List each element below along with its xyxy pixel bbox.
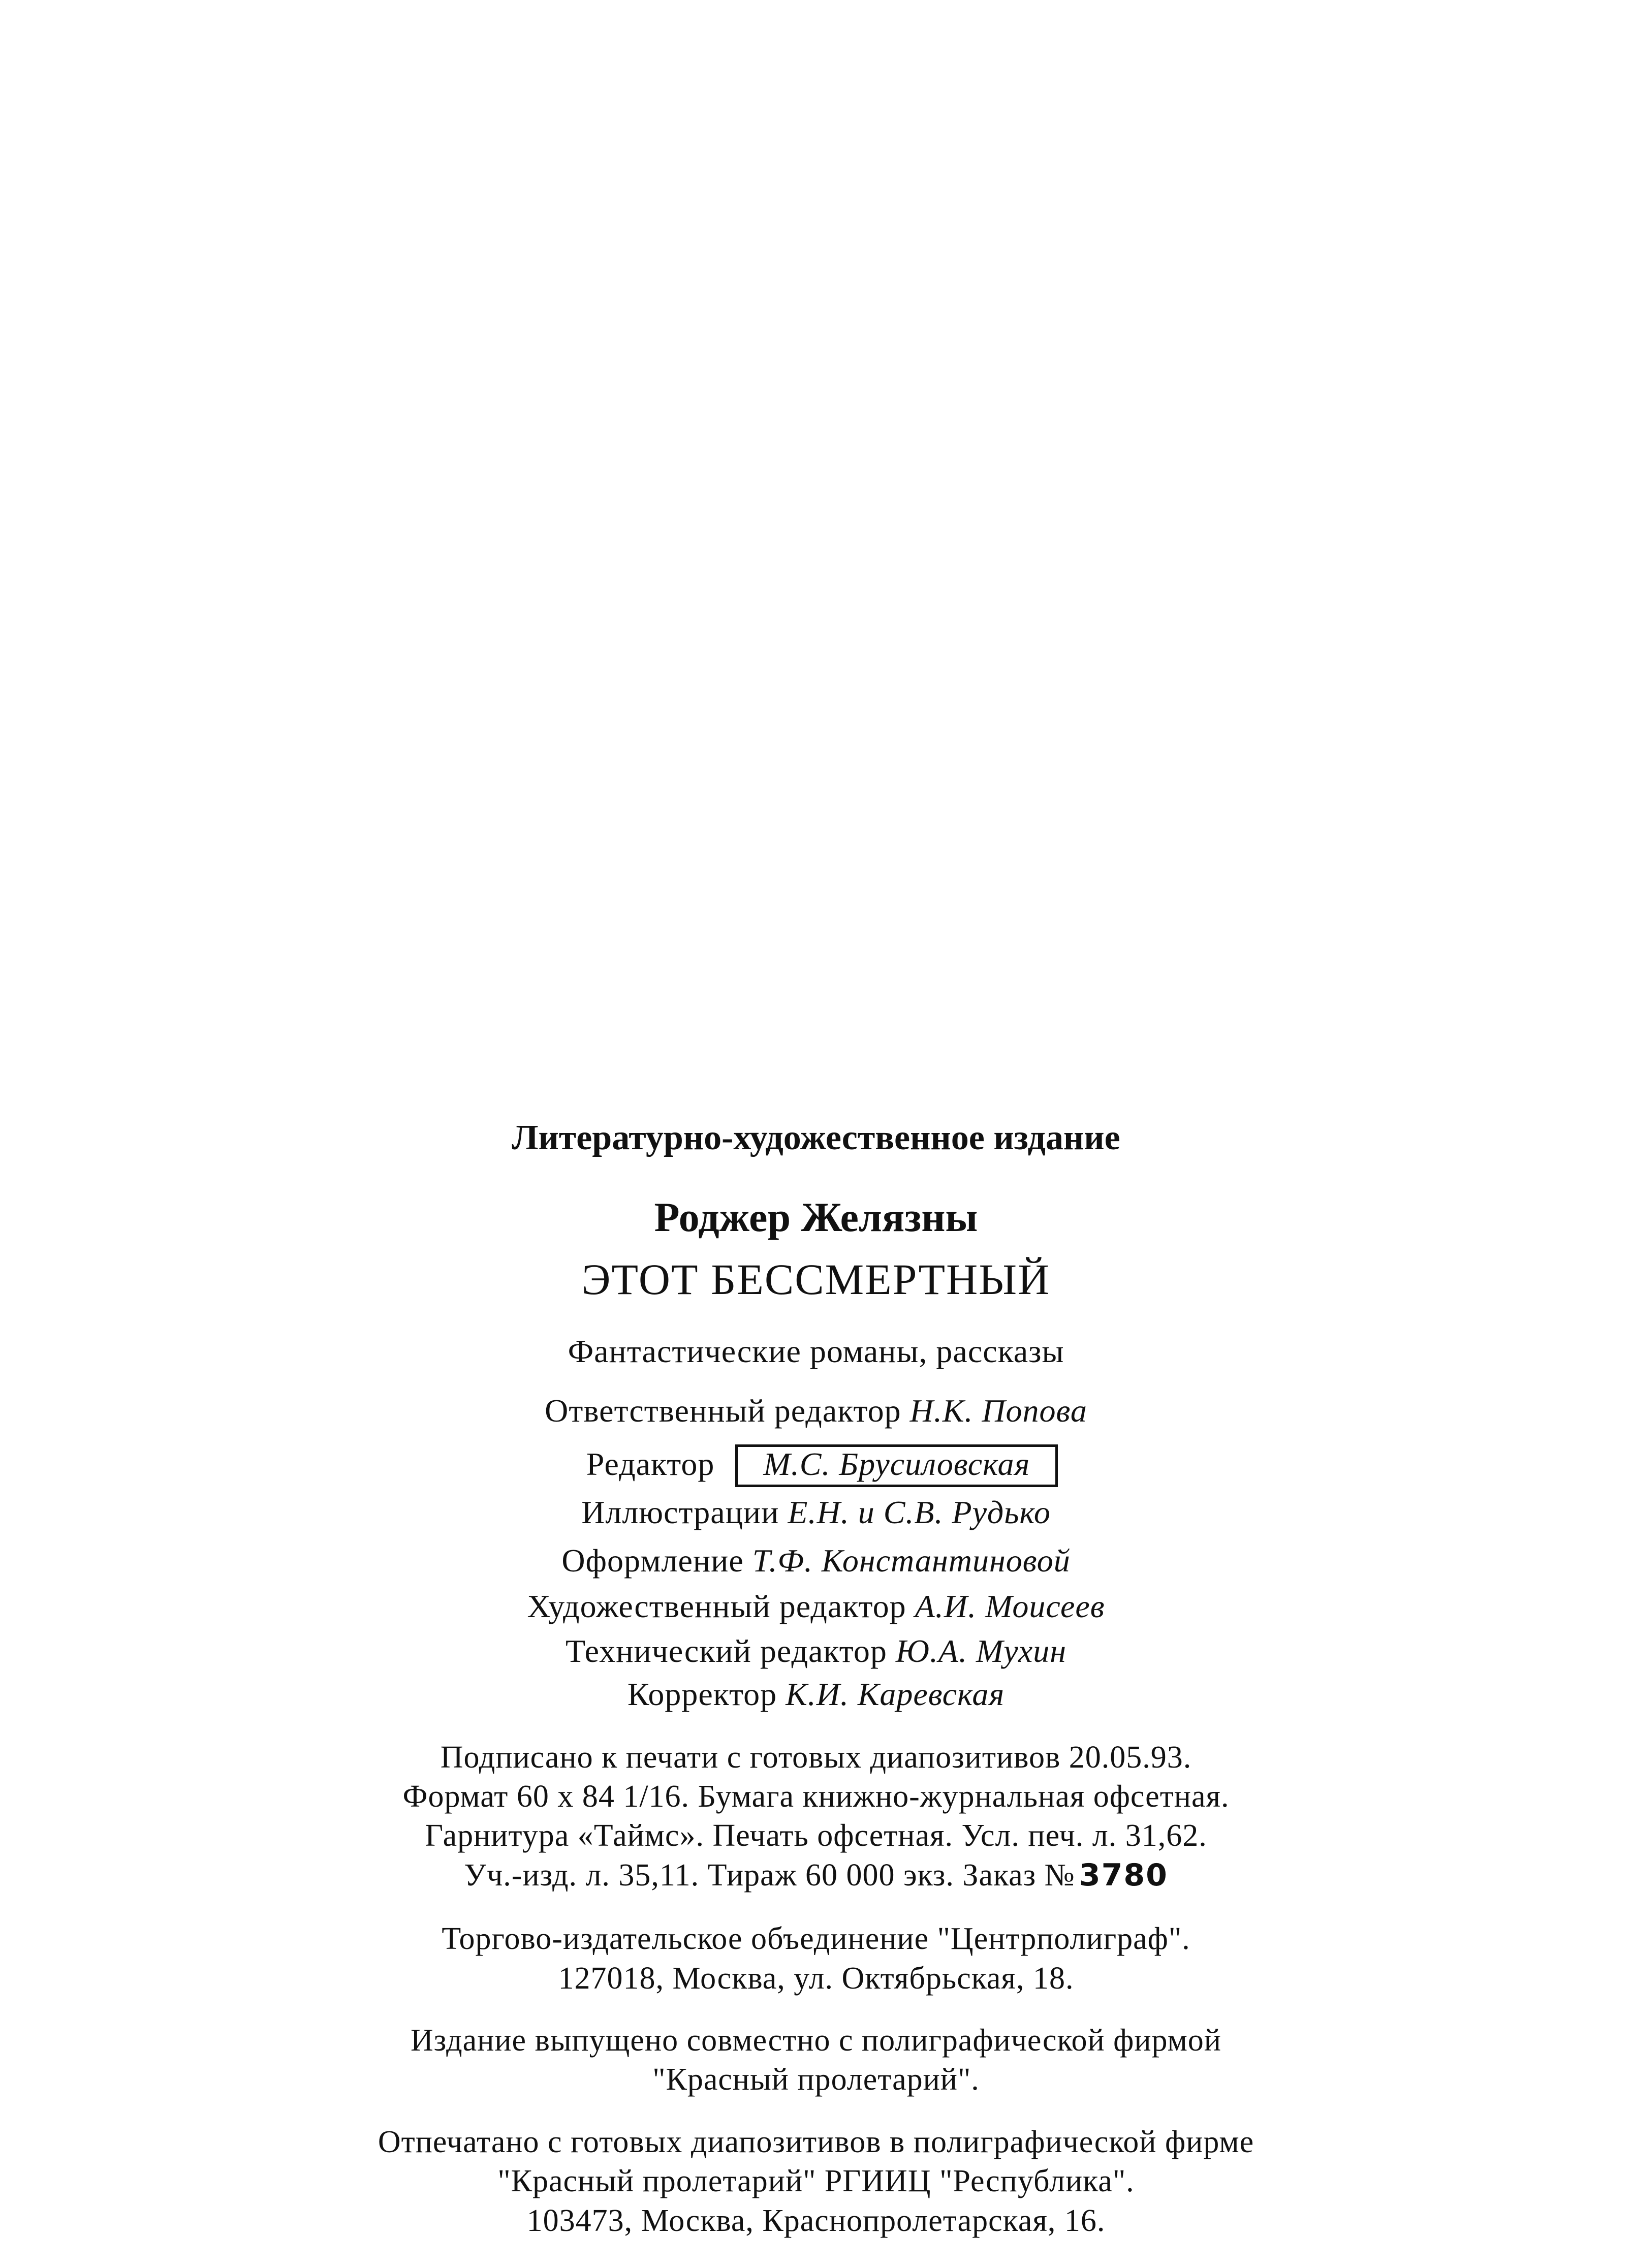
credit-design xyxy=(0,1542,1632,1579)
credit-illustrations xyxy=(0,1496,1632,1529)
credit-role: Художественный редактор xyxy=(527,1588,906,1624)
print-details-line: Гарнитура «Таймс». Печать офсетная. Усл. печ. л. 31,62. xyxy=(425,1818,1207,1853)
publisher-line: Торгово-издательское объединение "Центрполиграф". xyxy=(442,1922,1190,1956)
order-number-handwritten: 3780 xyxy=(1079,1857,1168,1893)
print-details-line: Формат 60 х 84 1/16. Бумага книжно-журнальная офсетная. xyxy=(402,1779,1230,1814)
credit-proofreader xyxy=(0,1678,1632,1711)
credit-art-editor xyxy=(0,1590,1632,1623)
credit-name: А.И. Моисеев xyxy=(915,1588,1105,1624)
edition-type: Литературно-художественное издание xyxy=(512,1118,1120,1157)
credit-name-boxed: М.С. Брусиловская xyxy=(735,1444,1058,1487)
publisher-address: 127018, Москва, ул. Октябрьская, 18. xyxy=(558,1961,1074,1996)
credit-responsible-editor xyxy=(0,1395,1632,1427)
credit-role: Корректор xyxy=(627,1676,777,1712)
credit-name: Е.Н. и С.В. Рудько xyxy=(788,1494,1051,1530)
co-edition-line: "Красный пролетарий". xyxy=(652,2062,980,2097)
credit-editor xyxy=(0,1444,1632,1487)
printer-address: 103473, Москва, Краснопролетарская, 16. xyxy=(526,2203,1106,2238)
print-details-text: Уч.-изд. л. 35,11. Тираж 60 000 экз. Заказ № xyxy=(464,1858,1075,1893)
credit-name: Н.К. Попова xyxy=(909,1393,1087,1429)
co-edition-line: Издание выпущено совместно с полиграфической фирмой xyxy=(410,2023,1221,2058)
credit-technical-editor xyxy=(0,1635,1632,1667)
credit-role: Редактор xyxy=(586,1446,715,1482)
print-details-line xyxy=(0,1857,1632,1893)
print-details-line: Подписано к печати с готовых диапозитивов 20.05.93. xyxy=(440,1740,1192,1775)
credit-role: Технический редактор xyxy=(566,1633,887,1669)
credit-role: Ответственный редактор xyxy=(545,1393,901,1429)
credit-role: Иллюстрации xyxy=(581,1494,779,1530)
credit-name: К.И. Каревская xyxy=(786,1676,1005,1712)
book-subtitle: Фантастические романы, рассказы xyxy=(568,1333,1064,1369)
credit-name: Т.Ф. Константиновой xyxy=(752,1542,1071,1579)
book-title: ЭТОТ БЕССМЕРТНЫЙ xyxy=(581,1255,1051,1304)
credit-role: Оформление xyxy=(561,1542,744,1579)
printer-line: "Красный пролетарий" РГИИЦ "Республика". xyxy=(497,2164,1135,2198)
author-name: Роджер Желязны xyxy=(654,1194,978,1240)
credit-name: Ю.А. Мухин xyxy=(895,1633,1066,1669)
printer-line: Отпечатано с готовых диапозитивов в полиграфической фирме xyxy=(378,2125,1254,2159)
